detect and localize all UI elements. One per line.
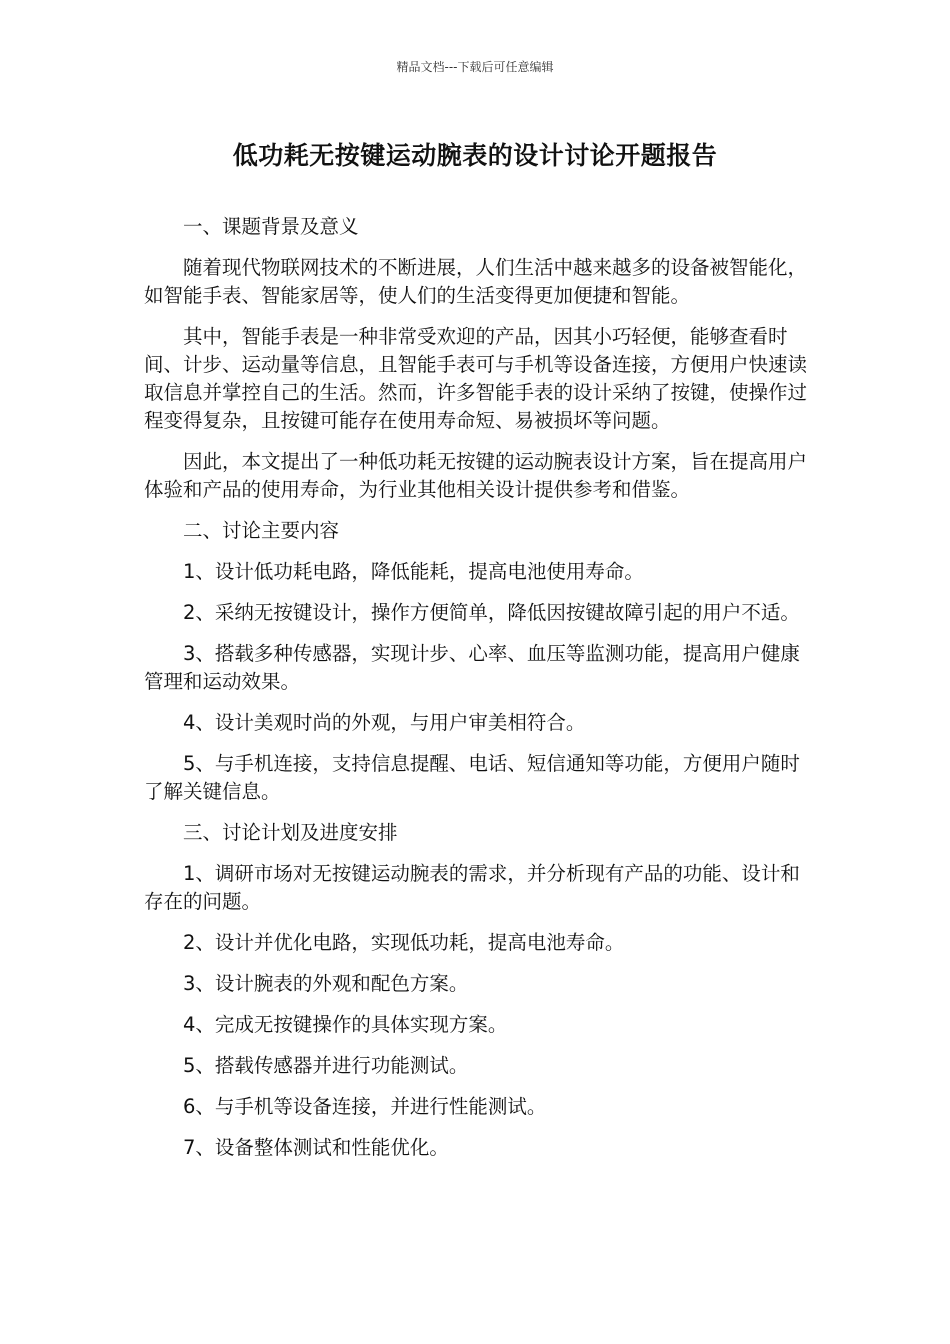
- section-heading-background: 一、课题背景及意义: [183, 215, 359, 238]
- paragraph: 随着现代物联网技术的不断进展，人们生活中越来越多的设备被智能化，如智能手表、智能家居等，使人们的生活变得更加便捷和智能。: [144, 256, 808, 307]
- document-body: [144, 213, 808, 1175]
- list-item: 3、搭载多种传感器，实现计步、心率、血压等监测功能，提高用户健康管理和运动效果。: [144, 642, 800, 693]
- list-item: 5、与手机连接，支持信息提醒、电话、短信通知等功能，方便用户随时了解关键信息。: [144, 752, 800, 803]
- paragraph: 因此，本文提出了一种低功耗无按键的运动腕表设计方案，旨在提高用户体验和产品的使用寿命，为行业其他相关设计提供参考和借鉴。: [144, 450, 808, 501]
- document-title: 低功耗无按键运动腕表的设计讨论开题报告: [232, 141, 718, 170]
- list-item: 7、设备整体测试和性能优化。: [183, 1136, 449, 1159]
- list-item: 2、采纳无按键设计，操作方便简单，降低因按键故障引起的用户不适。: [183, 601, 800, 624]
- list-item: 6、与手机等设备连接，并进行性能测试。: [183, 1095, 547, 1118]
- section-heading-content: 二、讨论主要内容: [183, 519, 340, 542]
- list-item: 1、设计低功耗电路，降低能耗，提高电池使用寿命。: [183, 560, 644, 583]
- list-item: 3、设计腕表的外观和配色方案。: [183, 972, 469, 995]
- paragraph: 其中，智能手表是一种非常受欢迎的产品，因其小巧轻便，能够查看时间、计步、运动量等信息，且智能手表可与手机等设备连接，方便用户快速读取信息并掌控自己的生活。然而，许多智能手表的设计采纳了按键，使操作过程变得复杂，且按键可能存在使用寿命短、易被损坏等问题。: [144, 325, 808, 432]
- page-header-note: 精品文档---下载后可任意编辑: [396, 60, 554, 74]
- list-item: 4、完成无按键操作的具体实现方案。: [183, 1013, 508, 1036]
- list-item: 4、设计美观时尚的外观，与用户审美相符合。: [183, 711, 586, 734]
- section-heading-plan: 三、讨论计划及进度安排: [183, 821, 398, 844]
- list-item: 5、搭载传感器并进行功能测试。: [183, 1054, 469, 1077]
- list-item: 1、调研市场对无按键运动腕表的需求，并分析现有产品的功能、设计和存在的问题。: [144, 862, 800, 913]
- list-item: 2、设计并优化电路，实现低功耗，提高电池寿命。: [183, 931, 625, 954]
